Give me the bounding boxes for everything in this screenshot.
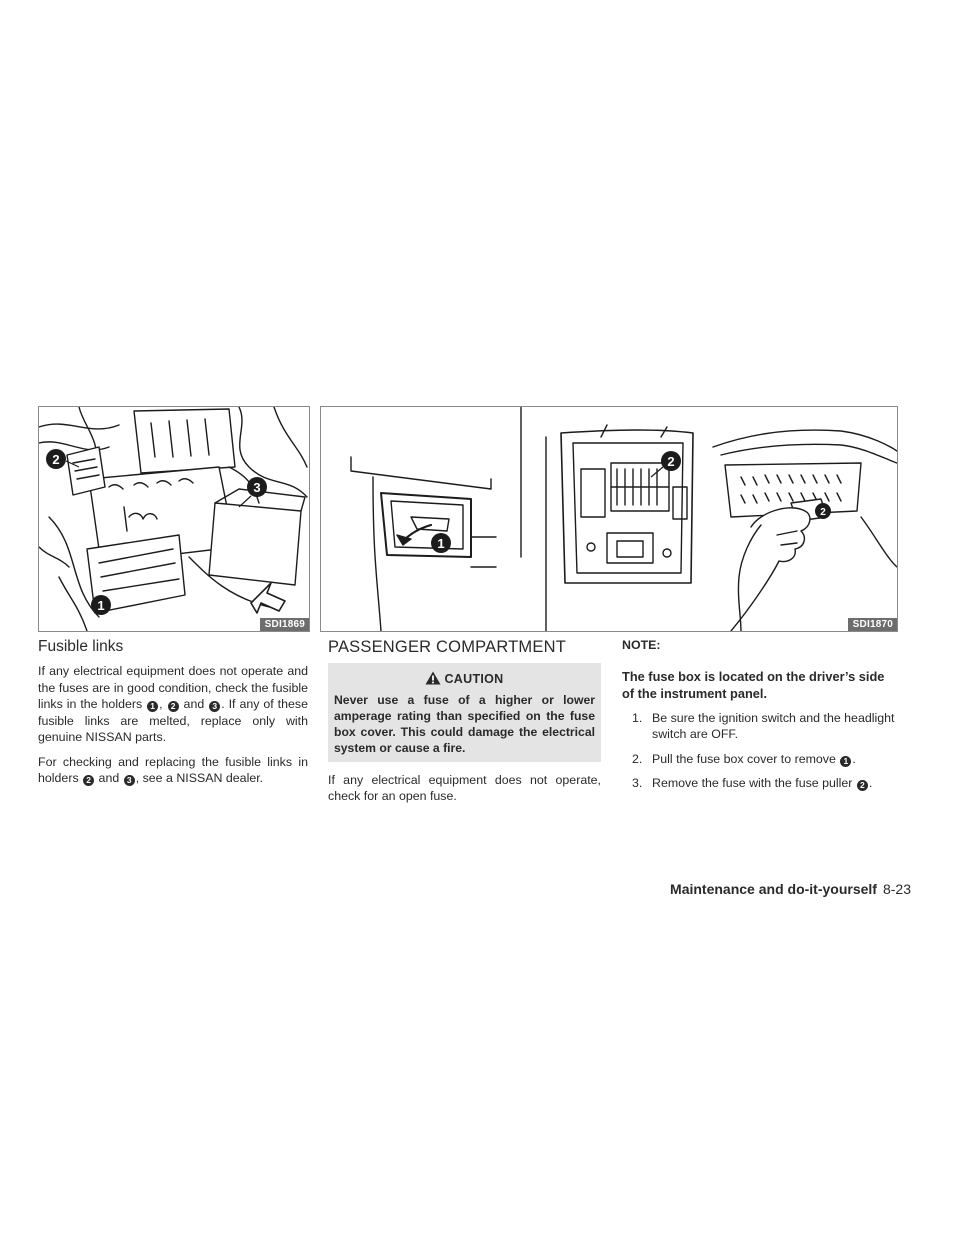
page-footer — [670, 881, 911, 897]
caution-text: Never use a fuse of a higher or lower amperage rating than specified on the fuse box cover. This could damage the electrical system or cause a fire. — [334, 692, 595, 755]
svg-text:2: 2 — [820, 507, 826, 518]
callout-3-icon: 3 — [209, 701, 220, 712]
svg-text:2: 2 — [667, 454, 675, 469]
heading-fusible-links: Fusible links — [38, 638, 124, 655]
svg-text:3: 3 — [253, 480, 261, 495]
callout-2-icon: 2 — [83, 775, 94, 786]
callout-2-icon: 2 — [857, 780, 868, 791]
step-1: 1. Be sure the ignition switch and the headlight switch are OFF. — [632, 710, 895, 741]
warning-triangle-icon — [425, 671, 441, 685]
callout-1-icon: 1 — [147, 701, 158, 712]
step-3: 3. Remove the fuse with the fuse puller 2 . — [632, 776, 873, 790]
fusible-paragraph-2: For checking and replacing the fusible links in holders 2 and 3 , see a NISSAN dealer. — [38, 754, 308, 785]
engine-illustration — [39, 407, 309, 631]
figure-code-right: SDI1870 — [848, 618, 897, 631]
step-2: 2. Pull the fuse box cover to remove 1 . — [632, 751, 856, 766]
figure-engine-fusible-links — [38, 406, 310, 632]
callout-2-icon: 2 — [168, 701, 179, 712]
heading-passenger-compartment: PASSENGER COMPARTMENT — [328, 638, 566, 656]
caution-header: CAUTION — [334, 665, 595, 692]
fuse-box-illustration — [321, 407, 897, 631]
svg-text:1: 1 — [97, 598, 105, 613]
note-label: NOTE: — [622, 638, 661, 652]
passenger-paragraph: If any electrical equipment does not operate, check for an open fuse. — [328, 772, 601, 803]
note-bold-text: The fuse box is located on the driver’s side of the instrument panel. — [622, 668, 885, 701]
callout-3-icon: 3 — [124, 775, 135, 786]
figure-passenger-fuse-box — [320, 406, 898, 632]
column-passenger-compartment — [328, 637, 601, 813]
caution-box — [328, 663, 601, 762]
fusible-paragraph-1: If any electrical equipment does not operate and the fuses are in good condition, check the fusible links in the holders 1 , 2 and 3 . If any of these fusible links are melted, replace only with genuine NISSAN parts. — [38, 664, 308, 744]
svg-text:1: 1 — [437, 536, 445, 551]
column-fusible-links — [38, 637, 308, 795]
figure-code-left: SDI1869 — [260, 618, 309, 631]
footer-section-title: Maintenance and do-it-yourself — [670, 881, 877, 897]
svg-text:2: 2 — [52, 452, 60, 467]
steps-list — [622, 710, 896, 792]
column-note — [622, 637, 896, 800]
page-number: 8-23 — [882, 881, 911, 897]
callout-1-icon: 1 — [840, 756, 851, 767]
